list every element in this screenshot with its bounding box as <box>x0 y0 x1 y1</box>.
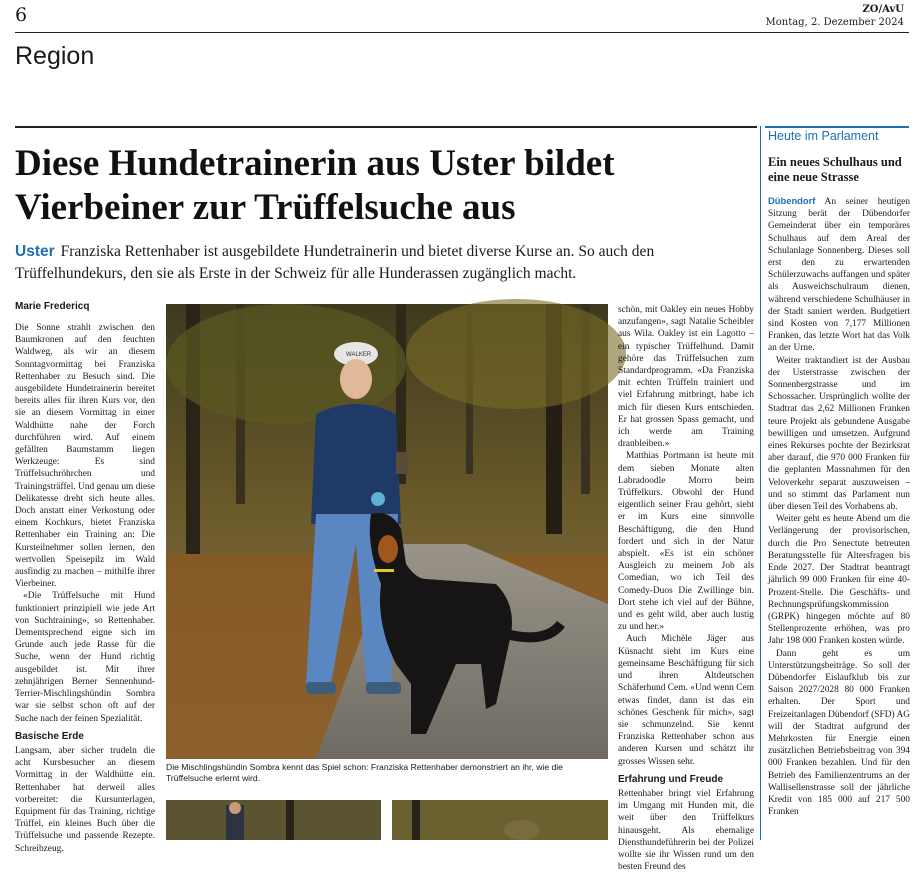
sidebar-paragraph-1: An seiner heutigen Sitzung berät der Dübendorfer Gemeinderat über ein temporäres Schulhaus auf dem Areal der Schulanlage Sonnenberg. Dieses soll erst den zu erwartenden Schülerzuwachs auffangen und später als Ausweichschulraum dienen, während verschiedene Schulhäuser in der Stadt saniert werden. Budgetiert sind Kosten von 7,177 Millionen Franken, das letzte Wort hat das Volk an der Urne. <box>768 197 911 354</box>
newspaper-name: ZO/AvU <box>862 4 904 15</box>
paragraph <box>768 195 910 355</box>
paragraph: Auch Michèle Jäger aus Küsnacht sieht im Kurs eine gemeinsame Beschäftigung für sich und ihren Altdeutschen Schäferhund Cem. «Und wenn Cem etwas findet, dann ist das ein schönes Geschenk für mich», sagt sie schmunzelnd. Sie kennt Franziska Rettenhaber schon aus anderen Kursen und schätzt ihr grosses Wissen sehr. <box>618 634 754 767</box>
article-lead <box>15 241 755 285</box>
secondary-photo-left <box>166 800 381 840</box>
forest-thumbnail-right <box>392 800 608 840</box>
paragraph: Rettenhaber bringt viel Erfahrung im Umgang mit Hunden mit, die weit über den Trüffelkurs hinausgeht. Als ehemalige Diensthundeführerin bei der Polizei wollte sie ihr Wissen rund um den besten Freund des <box>618 788 754 873</box>
article-column-3 <box>618 304 754 873</box>
paragraph: schön, mit Oakley ein neues Hobby anzufangen», sagt Natalie Scheibler aus Wila. Oakley ist ein Lagotto – ein typischer Trüffelhund. Damit gehöre das Trüffelsuchen zum Standardprogramm. «Da Franziska mit echten Trüffeln trainiert und viel Erfahrung mitbringt, habe ich mich für diesen Kurs entschieden. Er hat grossen Spass gemacht, und ich werde am Training dranbleiben.» <box>618 305 754 450</box>
paragraph: Langsam, aber sicher trudeln die acht Kursbesucher an diesem Vormittag in der Waldhütte ein. Rettenhaber hat derweil alles vorbereitet: die Kursunterlagen, Equipment für das Training, richtige Trüffel, ein kleines Buch über die Trüffelsuche und passende Rezepte. Schreibzeug. <box>15 745 155 854</box>
article-photo <box>166 304 608 759</box>
paragraph: Weiter geht es heute Abend um die Verlängerung der provisorischen, durch die Pro Senectute betreuten Beratungsstelle für Altersfragen bis Ende 2027. Der Stadtrat beantragt jährlich 99 000 Franken für eine 40-Prozent-Stelle. Die Geschäfts- und Rechnungsprüfungskommission (GRPK) hingegen möchte auf 80 Stellenprozente erhöhen, was pro Jahr 198 000 Franken kosten würde. <box>768 514 910 647</box>
sidebar-heading: Heute im Parlament <box>768 129 879 143</box>
lead-kicker: Uster <box>15 243 55 260</box>
paragraph: Weiter traktandiert ist der Ausbau der Usterstrasse zwischen der Sonnenbergstrasse und im Schossacher. Ursprünglich wollte der Stadtrat das 2,62 Millionen Franken teure Projekt als gebundene Ausgabe bewilligen und umsetzen. Aufgrund eines Rekurses pochte der Bezirksrat aber darauf, die 970 000 Franken für die geplanten Massnahmen für den Veloverkehr separat auszuweisen – und so stimmt das Parlament nun über diesen Teil des Vorhabens ab. <box>768 355 910 513</box>
forest-photo-illustration <box>166 304 608 759</box>
sidebar-text <box>768 195 910 840</box>
forest-thumbnail-left <box>166 800 381 840</box>
paragraph: Matthias Portmann ist heute mit dem sieben Monate alten Labradoodle Morro beim Trüffelkurs. Obwohl der Hund eigentlich seiner Frau gehört, sieht er im Kurs eine sinnvolle Beschäftigung, die den Hund fordert und sich in der Natur abspielt. «Es ist ein schöner Ausgleich zu meinem Job als Comedian, wo ich Teil des Comedy-Duos Die Zwillinge bin. Dort stehe ich viel auf der Bühne, und es geht wild, aber auch lustig zu und her.» <box>618 451 754 633</box>
photo-caption: Die Mischlingshündin Sombra kennt das Spiel schon: Franziska Rettenhaber demonstriert an ihr, wie die Trüffelsuche erlernt wird. <box>166 762 563 783</box>
issue-date: Montag, 2. Dezember 2024 <box>765 17 904 28</box>
sidebar-title: Ein neues Schulhaus und eine neue Strasse <box>768 155 902 184</box>
subheading: Erfahrung und Freude <box>618 773 723 785</box>
article-top-rule <box>15 126 757 128</box>
subheading: Basische Erde <box>15 730 84 742</box>
author-byline: Marie Fredericq <box>15 301 90 312</box>
section-title: Region <box>15 42 95 70</box>
sidebar-place: Dübendorf <box>768 195 816 206</box>
headline-line-1: Diese Hundetrainerin aus Uster bildet <box>15 143 615 184</box>
cap-label: WALKER <box>346 352 372 358</box>
lead-text: Franziska Rettenhaber ist ausgebildete Hundetrainerin und bietet diverse Kurse an. So auch den Trüffelhundekurs, den sie als Erste in der Schweiz für alle Hunderassen zugänglich macht. <box>15 243 655 282</box>
paragraph: Dann geht es um Unterstützungsbeiträge. So soll der Dübendorfer Eislaufklub bis zur Saison 2027/2028 80 000 Franken erhalten. Der Sport und Freizeitanlagen Dübendorf (SFD) AG will der Stadtrat aufgrund der Mehrkosten für Energie einen zusätzlichen Betriebsbeitrag von 394 000 Franken bezahlen. Und für den Betrieb des Familienzentrums an der Wallisellenstrasse soll der jährliche Kredit von 185 000 auf 217 500 Franken <box>768 648 910 818</box>
sidebar-top-rule <box>765 126 909 128</box>
article-column-1 <box>15 322 155 854</box>
sidebar-divider <box>760 126 761 840</box>
secondary-photo-right <box>392 800 608 840</box>
article-headline <box>15 142 755 230</box>
paragraph: Die Sonne strahlt zwischen den Baumkronen auf den feuchten Waldweg, als wir an diesem Sonntagvormittag bei Franziska Rettenhaber zu Besuch sind. Die ausgebildete Hundetrainerin bereitet bereits alles für ihren Kurs vor, den sie an diesem Vormittag in einer Waldhütte nahe der Forch durchführen wird. Auf einem gefällten Baumstamm liegen Werkzeuge: Es sind Trüffelsuchröhrchen und Trainingsträffel. Und genau um diese Delikatesse dreht sich heute alles. Doch anstatt einer Verkostung oder einem Kochkurs, bietet Franziska Rettenhaber ein Training an: Die Kursteilnehmer sollen lernen, den wertvollen Speisepilz im Wald ausfindig zu machen – mithilfe ihrer Vierbeiner. <box>15 323 155 590</box>
masthead-rule <box>15 32 909 33</box>
paragraph: «Die Trüffelsuche mit Hund funktioniert prinzipiell wie jede Art von Suchtraining», so Rettenhaber. Dementsprechend eigne sich im Grunde auch jede Rasse für die Suche, wenn der Hund richtig ausgebildet ist. Mit ihrer zehnjährigen Berner Sennenhund-Terrier-Mischlingshündin Sombra war sie selbst schon oft auf der Suche nach der feinen Spezialität. <box>15 591 155 724</box>
headline-line-2: Vierbeiner zur Trüffelsuche aus <box>15 187 516 228</box>
page-number: 6 <box>15 4 28 26</box>
